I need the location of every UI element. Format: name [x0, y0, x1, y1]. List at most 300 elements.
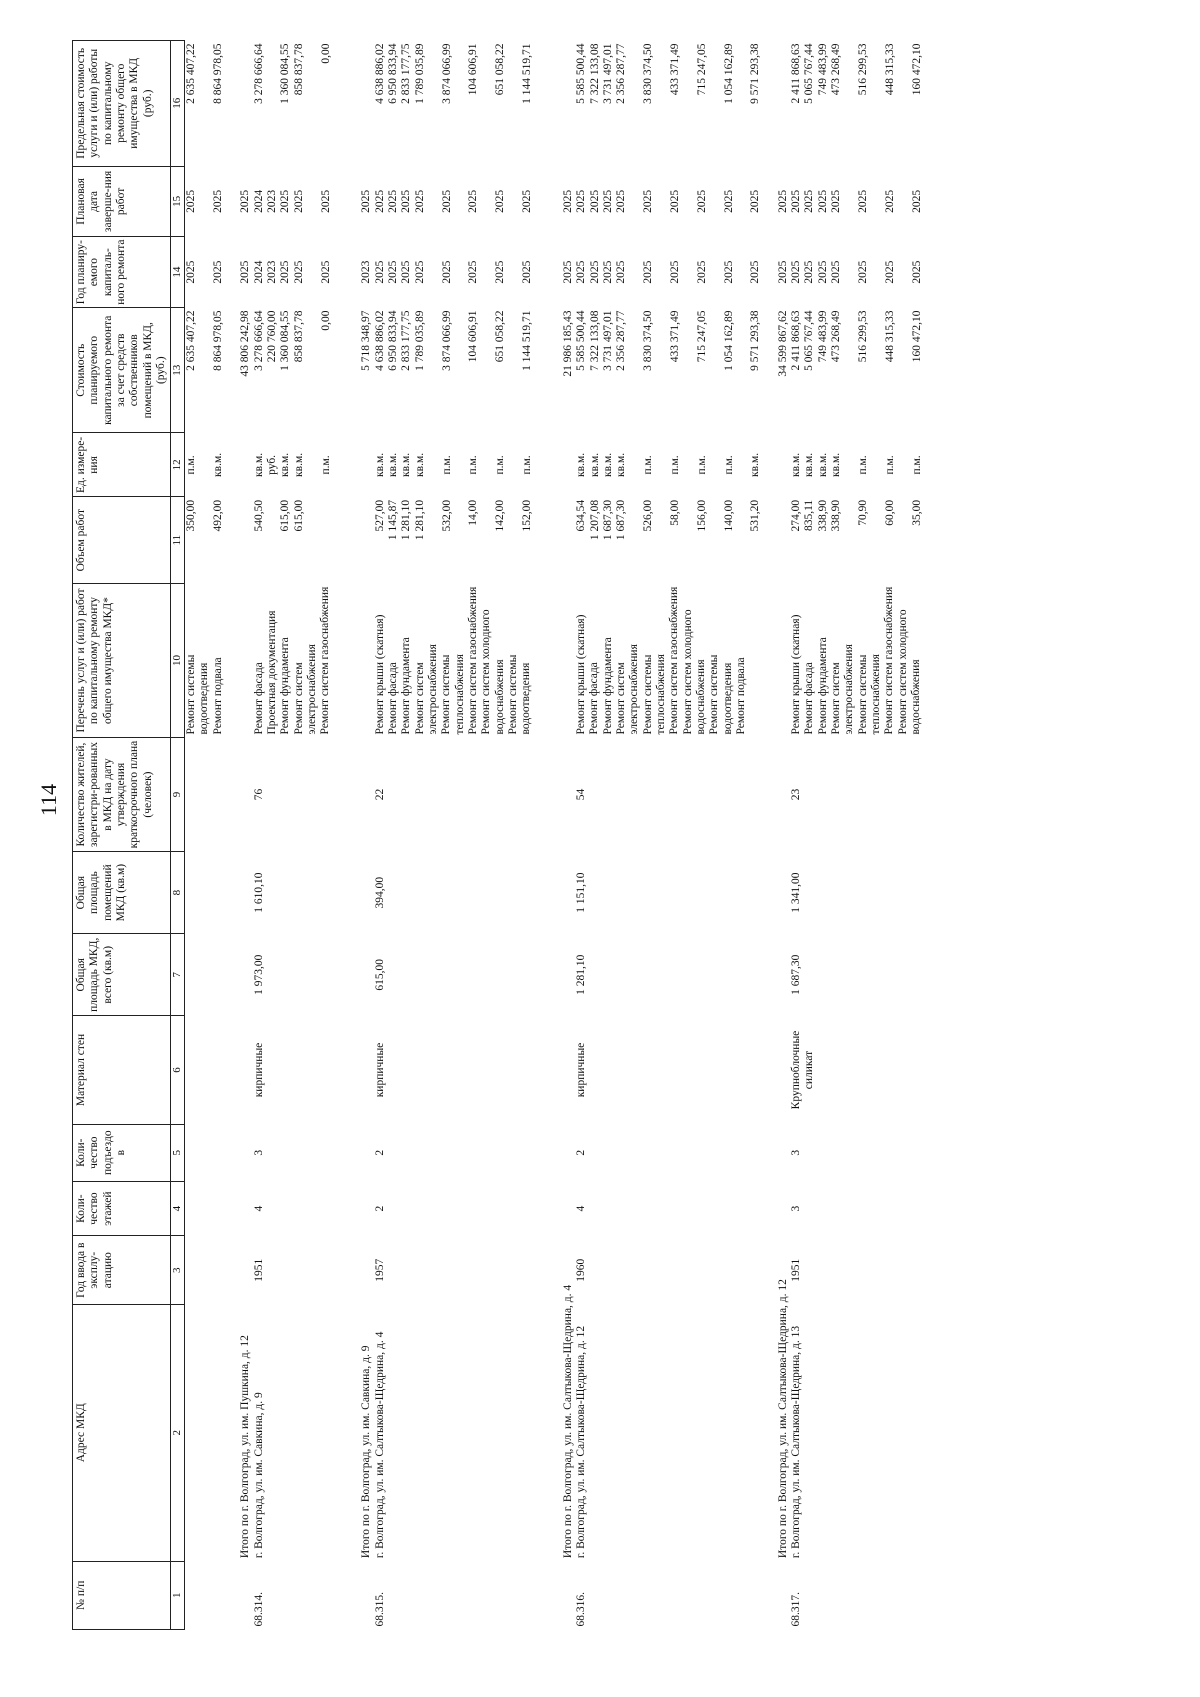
total-area — [185, 934, 226, 1016]
column-number: 2 — [171, 1304, 185, 1561]
year-built: 1951 — [252, 1258, 265, 1282]
work-volume-column — [253, 497, 347, 584]
work-end-date: 2025 — [668, 189, 681, 213]
work-end-date: 2025 — [292, 189, 305, 213]
work-year: 2025 — [400, 260, 413, 284]
work-end-date-column — [575, 166, 763, 237]
wall-material — [185, 1016, 226, 1124]
work-year: 2025 — [185, 260, 198, 284]
work-year: 2025 — [292, 260, 305, 284]
work-unit: п.м. — [642, 455, 655, 475]
work-end-date: 2025 — [615, 189, 628, 213]
total-limit — [346, 41, 373, 167]
work-volume-column — [575, 497, 763, 584]
work-year: 2025 — [883, 260, 896, 284]
header-row — [73, 41, 171, 1630]
column-header: Коли-чество этажей — [73, 1181, 171, 1236]
entrance-count: 3 — [252, 1149, 265, 1156]
work-end-date-column — [790, 166, 937, 237]
work-unit: кв.м. — [279, 452, 292, 477]
work-cost: 9 571 293,38 — [749, 310, 762, 371]
floor-count — [185, 1181, 226, 1236]
work-cost: 220 760,00 — [265, 310, 278, 363]
total-end-date: 2025 — [561, 189, 574, 213]
work-unit: п.м. — [668, 455, 681, 475]
column-number: 12 — [171, 433, 185, 497]
house-address: г. Волгоград, ул. им. Савкина, д. 9 — [252, 1392, 265, 1559]
table-body — [185, 41, 938, 1630]
work-name: Ремонт систем газоснабжения — [466, 586, 479, 735]
total-limit — [548, 41, 575, 167]
work-unit: кв.м. — [413, 452, 426, 477]
column-header: Объем работ — [73, 497, 171, 584]
work-end-date: 2025 — [521, 189, 534, 213]
work-end-date: 2025 — [722, 189, 735, 213]
residents-count — [185, 738, 226, 852]
repair-plan-table — [72, 40, 937, 1630]
premises-area — [185, 852, 226, 934]
column-header: Перечень услуг и (или) работ по капитальному ремонту общего имущества МКД* — [73, 584, 171, 738]
work-volume-column — [374, 497, 548, 584]
work-volume: 1 207,08 — [588, 499, 601, 541]
work-year: 2025 — [521, 260, 534, 284]
work-unit: п.м. — [722, 455, 735, 475]
row-number: 68.314. — [252, 1592, 265, 1627]
work-unit: кв.м. — [790, 452, 803, 477]
work-limit: 1 144 519,71 — [521, 43, 534, 104]
column-header: Материал стен — [73, 1016, 171, 1124]
row-number: 68.316. — [575, 1592, 588, 1627]
work-year: 2025 — [601, 260, 614, 284]
work-unit-column — [374, 433, 548, 497]
work-volume: 527,00 — [373, 499, 386, 532]
column-number: 14 — [171, 237, 185, 308]
total-area: 1 281,10 — [575, 954, 588, 995]
work-year: 2025 — [803, 260, 816, 284]
entrance-count — [185, 1124, 226, 1181]
work-unit-column — [575, 433, 763, 497]
work-volume: 1 281,10 — [400, 499, 413, 541]
work-limit: 1 054 162,89 — [722, 43, 735, 104]
work-end-date: 2025 — [387, 189, 400, 213]
work-limit-column — [374, 41, 548, 167]
work-year-column — [253, 237, 347, 308]
work-end-date: 2025 — [400, 189, 413, 213]
total-label: Итого по г. Волгоград, ул. им. Салтыкова-Щедрина, д. 4 — [561, 1284, 574, 1559]
total-area: 1 973,00 — [252, 954, 265, 995]
page-number: 114 — [36, 783, 61, 817]
total-row — [548, 41, 575, 1630]
work-cost: 858 837,78 — [292, 310, 305, 363]
work-year: 2025 — [588, 260, 601, 284]
work-name: Ремонт систем газоснабжения — [319, 586, 332, 735]
wall-material: Крупноблочные силикат — [790, 1030, 816, 1110]
work-unit: п.м. — [883, 455, 896, 475]
work-volume: 70,90 — [856, 499, 869, 526]
work-unit: кв.м. — [615, 452, 628, 477]
work-limit: 433 371,49 — [668, 43, 681, 96]
house-address: г. Волгоград, ул. им. Салтыкова-Щедрина, д. 4 — [373, 1331, 386, 1559]
residents-count: 54 — [575, 788, 588, 801]
work-volume: 531,20 — [749, 499, 762, 532]
work-name: Ремонт фасада — [386, 662, 399, 735]
work-cost: 749 483,99 — [816, 310, 829, 363]
work-end-date: 2025 — [856, 189, 869, 213]
work-name: Ремонт фундамента — [279, 637, 292, 735]
work-volume: 1 281,10 — [413, 499, 426, 541]
work-year: 2025 — [575, 260, 588, 284]
table-header — [73, 41, 185, 1630]
work-end-date: 2025 — [695, 189, 708, 213]
house-address — [185, 1304, 226, 1561]
work-end-date: 2025 — [883, 189, 896, 213]
work-name: Ремонт системы теплоснабжения — [856, 654, 882, 735]
work-volume: 156,00 — [695, 499, 708, 532]
work-name: Ремонт подвала — [735, 657, 748, 735]
column-number: 1 — [171, 1561, 185, 1629]
work-volume-column — [185, 497, 226, 584]
house-address: г. Волгоград, ул. им. Салтыкова-Щедрина, д. 12 — [575, 1325, 588, 1559]
work-limit: 5 585 500,44 — [575, 43, 588, 104]
work-name: Ремонт систем газоснабжения — [883, 586, 896, 735]
work-cost: 3 278 666,64 — [252, 310, 265, 371]
work-volume: 615,00 — [292, 499, 305, 532]
work-end-date: 2025 — [211, 189, 224, 213]
house-row — [253, 41, 347, 1630]
work-year: 2025 — [695, 260, 708, 284]
work-volume: 14,00 — [467, 499, 480, 526]
work-year: 2024 — [252, 260, 265, 284]
work-unit: п.м. — [494, 455, 507, 475]
work-volume: 1 145,87 — [387, 499, 400, 541]
work-volume: 526,00 — [642, 499, 655, 532]
work-year: 2025 — [494, 260, 507, 284]
column-number: 16 — [171, 41, 185, 167]
work-name: Ремонт крыши (скатная) — [790, 614, 803, 735]
work-end-date: 2023 — [265, 189, 278, 213]
work-unit: п.м. — [467, 455, 480, 475]
residents-count: 76 — [252, 788, 265, 801]
work-year: 2025 — [722, 260, 735, 284]
total-year: 2025 — [239, 260, 252, 284]
work-year: 2025 — [668, 260, 681, 284]
work-volume: 35,00 — [910, 499, 923, 526]
work-unit: кв.м. — [252, 452, 265, 477]
work-limit: 2 356 287,77 — [615, 43, 628, 104]
floor-count: 4 — [575, 1205, 588, 1212]
work-unit: кв.м. — [373, 452, 386, 477]
work-cost: 1 360 084,55 — [279, 310, 292, 371]
work-year: 2025 — [319, 260, 332, 284]
column-header: Предельная стоимость услуги и (или) работы по капитальному ремонту общего имущества в МКД (руб.) — [73, 41, 171, 167]
total-end-date: 2025 — [360, 189, 373, 213]
work-end-date: 2025 — [279, 189, 292, 213]
work-year: 2025 — [387, 260, 400, 284]
row-number-cell — [548, 1561, 575, 1629]
house-address: г. Волгоград, ул. им. Салтыкова-Щедрина, д. 13 — [790, 1325, 803, 1559]
column-header: Коли-чество подъездо в — [73, 1124, 171, 1181]
work-name-column — [790, 584, 937, 738]
work-limit: 1 789 035,89 — [413, 43, 426, 104]
total-year: 2023 — [360, 260, 373, 284]
total-cost: 43 806 242,98 — [239, 310, 252, 377]
work-unit: кв.м. — [830, 452, 843, 477]
work-cost: 1 144 519,71 — [521, 310, 534, 371]
floor-count: 3 — [790, 1205, 803, 1212]
wall-material: кирпичные — [373, 1042, 386, 1098]
column-header: Год планиру-емого капиталь-ного ремонта — [73, 237, 171, 308]
work-cost: 473 268,49 — [830, 310, 843, 363]
work-year: 2025 — [749, 260, 762, 284]
column-number: 9 — [171, 738, 185, 852]
column-number: 11 — [171, 497, 185, 584]
work-volume: 492,00 — [211, 499, 224, 532]
column-number: 8 — [171, 852, 185, 934]
column-header: Количество жителей, зарегистри-рованных в МКД на дату утверждения краткосрочного плана (человек) — [73, 738, 171, 852]
work-name: Ремонт системы водоотведения — [185, 654, 211, 735]
row-number-cell — [346, 1561, 373, 1629]
work-cost-column — [790, 308, 937, 433]
floor-count: 2 — [373, 1205, 386, 1212]
year-built: 1951 — [790, 1258, 803, 1282]
work-unit: кв.м. — [211, 452, 224, 477]
work-cost: 6 950 833,94 — [387, 310, 400, 371]
work-name: Ремонт системы водоотведения — [506, 654, 533, 735]
work-year: 2025 — [467, 260, 480, 284]
work-unit: кв.м. — [292, 452, 305, 477]
work-limit: 4 638 886,02 — [373, 43, 386, 104]
work-cost: 104 606,91 — [467, 310, 480, 363]
work-year: 2025 — [440, 260, 453, 284]
work-cost: 2 635 407,22 — [185, 310, 198, 371]
house-row — [374, 41, 548, 1630]
total-label: Итого по г. Волгоград, ул. им. Пушкина, д. 12 — [239, 1335, 252, 1559]
work-year: 2025 — [790, 260, 803, 284]
work-name: Ремонт систем электроснабжения — [615, 644, 641, 735]
work-cost: 3 731 497,01 — [601, 310, 614, 371]
work-limit: 715 247,05 — [695, 43, 708, 96]
work-limit: 858 837,78 — [292, 43, 305, 96]
work-unit-column — [185, 433, 226, 497]
work-end-date: 2025 — [588, 189, 601, 213]
work-cost: 1 054 162,89 — [722, 310, 735, 371]
work-name: Ремонт фасада — [252, 662, 265, 735]
row-number-cell — [225, 1561, 252, 1629]
column-header: Год ввода в эксплу-атацию — [73, 1236, 171, 1304]
total-row — [225, 41, 252, 1630]
work-cost: 2 411 868,63 — [790, 310, 803, 371]
rotated-page — [72, 40, 1152, 1630]
total-row — [763, 41, 790, 1630]
work-year: 2025 — [279, 260, 292, 284]
entrance-count: 2 — [373, 1149, 386, 1156]
work-unit: п.м. — [319, 455, 332, 475]
work-limit-column — [790, 41, 937, 167]
house-row — [790, 41, 937, 1630]
work-name: Проектная документация — [265, 610, 278, 735]
total-row — [346, 41, 373, 1630]
work-end-date-column — [185, 166, 226, 237]
work-year: 2025 — [413, 260, 426, 284]
year-built: 1960 — [575, 1258, 588, 1282]
work-limit: 5 065 767,44 — [803, 43, 816, 104]
work-name: Ремонт подвала — [211, 657, 224, 735]
work-unit-column — [790, 433, 937, 497]
work-volume: 142,00 — [494, 499, 507, 532]
work-cost: 1 789 035,89 — [413, 310, 426, 371]
work-name: Ремонт системы теплоснабжения — [440, 654, 466, 735]
floor-count: 4 — [252, 1205, 265, 1212]
premises-area: 1 610,10 — [252, 872, 265, 913]
work-limit: 473 268,49 — [830, 43, 843, 96]
total-end-date: 2025 — [239, 189, 252, 213]
work-unit: кв.м. — [816, 452, 829, 477]
work-end-date: 2025 — [803, 189, 816, 213]
work-volume: 338,90 — [830, 499, 843, 532]
work-cost-column — [374, 308, 548, 433]
work-name: Ремонт крыши (скатная) — [373, 614, 386, 735]
work-volume: 274,00 — [790, 499, 803, 532]
column-number: 3 — [171, 1236, 185, 1304]
total-cost: 21 986 185,43 — [561, 310, 574, 377]
work-name: Ремонт систем холодного водоснабжения — [896, 609, 922, 735]
work-unit: кв.м. — [601, 452, 614, 477]
total-cost: 34 599 867,62 — [776, 310, 789, 377]
work-cost: 516 299,53 — [856, 310, 869, 363]
row-number — [185, 1561, 226, 1629]
work-cost: 0,00 — [319, 310, 332, 331]
total-label: Итого по г. Волгоград, ул. им. Савкина, д. 9 — [360, 1345, 373, 1559]
work-limit-column — [575, 41, 763, 167]
column-number: 15 — [171, 166, 185, 237]
wall-material: кирпичные — [252, 1042, 265, 1098]
work-cost: 2 356 287,77 — [615, 310, 628, 371]
work-name-column — [185, 584, 226, 738]
work-volume-column — [790, 497, 937, 584]
work-limit: 1 360 084,55 — [279, 43, 292, 104]
total-year: 2025 — [776, 260, 789, 284]
house-row — [185, 41, 226, 1630]
column-number-row — [171, 41, 185, 1630]
work-end-date: 2025 — [790, 189, 803, 213]
work-limit: 2 833 177,75 — [400, 43, 413, 104]
work-cost: 3 830 374,50 — [642, 310, 655, 371]
work-cost: 3 874 066,99 — [440, 310, 453, 371]
premises-area: 1 341,00 — [790, 872, 803, 913]
work-limit: 104 606,91 — [467, 43, 480, 96]
work-name: Ремонт системы теплоснабжения — [641, 654, 668, 735]
entrance-count: 3 — [790, 1149, 803, 1156]
work-end-date: 2025 — [830, 189, 843, 213]
work-unit: кв.м. — [400, 452, 413, 477]
work-year: 2025 — [830, 260, 843, 284]
work-name: Ремонт фундамента — [400, 637, 413, 735]
work-volume: 1 687,30 — [601, 499, 614, 541]
work-volume: 532,00 — [440, 499, 453, 532]
work-limit — [266, 44, 279, 164]
work-name: Ремонт систем электроснабжения — [830, 644, 856, 735]
work-limit: 6 950 833,94 — [387, 43, 400, 104]
work-end-date: 2025 — [494, 189, 507, 213]
work-year-column — [575, 237, 763, 308]
work-volume — [320, 500, 347, 581]
work-limit: 2 411 868,63 — [790, 43, 803, 104]
residents-count: 23 — [790, 788, 803, 801]
work-name: Ремонт систем газоснабжения — [668, 586, 681, 735]
work-cost: 8 864 978,05 — [211, 310, 224, 371]
work-unit: п.м. — [856, 455, 869, 475]
column-header: Стоимость планируемого капитального ремонта за счет средств собственников помещений в МКД, (руб.) — [73, 308, 171, 433]
work-unit: руб. — [265, 454, 278, 475]
work-year: 2023 — [265, 260, 278, 284]
work-limit-column — [185, 41, 226, 167]
work-year: 2025 — [816, 260, 829, 284]
work-end-date: 2025 — [575, 189, 588, 213]
work-limit: 2 635 407,22 — [185, 43, 198, 104]
work-cost: 448 315,33 — [883, 310, 896, 363]
work-end-date: 2025 — [319, 189, 332, 213]
work-cost: 7 322 133,08 — [588, 310, 601, 371]
work-name: Ремонт фасада — [588, 662, 601, 735]
work-volume: 338,90 — [816, 499, 829, 532]
total-label: Итого по г. Волгоград, ул. им. Салтыкова-Щедрина, д. 12 — [776, 1279, 789, 1559]
work-cost: 2 833 177,75 — [400, 310, 413, 371]
work-year: 2025 — [211, 260, 224, 284]
row-number: 68.317. — [790, 1592, 803, 1627]
work-cost: 5 585 500,44 — [575, 310, 588, 371]
column-number: 10 — [171, 584, 185, 738]
work-year: 2025 — [856, 260, 869, 284]
work-unit: п.м. — [695, 455, 708, 475]
work-end-date-column — [374, 166, 548, 237]
work-limit: 7 322 133,08 — [588, 43, 601, 104]
work-name: Ремонт фундамента — [816, 637, 829, 735]
total-limit — [225, 41, 252, 167]
row-number-cell — [763, 1561, 790, 1629]
work-year-column — [374, 237, 548, 308]
work-limit: 160 472,10 — [910, 43, 923, 96]
work-unit-column — [253, 433, 347, 497]
work-unit: п.м. — [440, 455, 453, 475]
work-limit: 3 830 374,50 — [642, 43, 655, 104]
work-end-date-column — [253, 166, 347, 237]
total-year: 2025 — [561, 260, 574, 284]
work-unit: п.м. — [910, 455, 923, 475]
work-year: 2025 — [373, 260, 386, 284]
work-cost-column — [185, 308, 226, 433]
work-end-date: 2025 — [467, 189, 480, 213]
work-name: Ремонт крыши (скатная) — [575, 614, 588, 735]
work-limit: 3 874 066,99 — [440, 43, 453, 104]
work-end-date: 2025 — [642, 189, 655, 213]
work-volume — [266, 500, 279, 581]
total-limit — [763, 41, 790, 167]
column-number: 4 — [171, 1181, 185, 1236]
work-year-column — [790, 237, 937, 308]
column-header: Адрес МКД — [73, 1304, 171, 1561]
work-volume: 140,00 — [722, 499, 735, 532]
total-cost: 5 718 348,97 — [360, 310, 373, 371]
work-unit: п.м. — [521, 455, 534, 475]
work-limit: 651 058,22 — [494, 43, 507, 96]
work-limit: 448 315,33 — [883, 43, 896, 96]
column-header: № п/п — [73, 1561, 171, 1629]
work-volume: 634,54 — [575, 499, 588, 532]
work-end-date: 2025 — [373, 189, 386, 213]
work-end-date: 2025 — [749, 189, 762, 213]
work-name: Ремонт систем холодного водоснабжения — [681, 609, 708, 735]
work-volume: 540,50 — [252, 499, 265, 532]
